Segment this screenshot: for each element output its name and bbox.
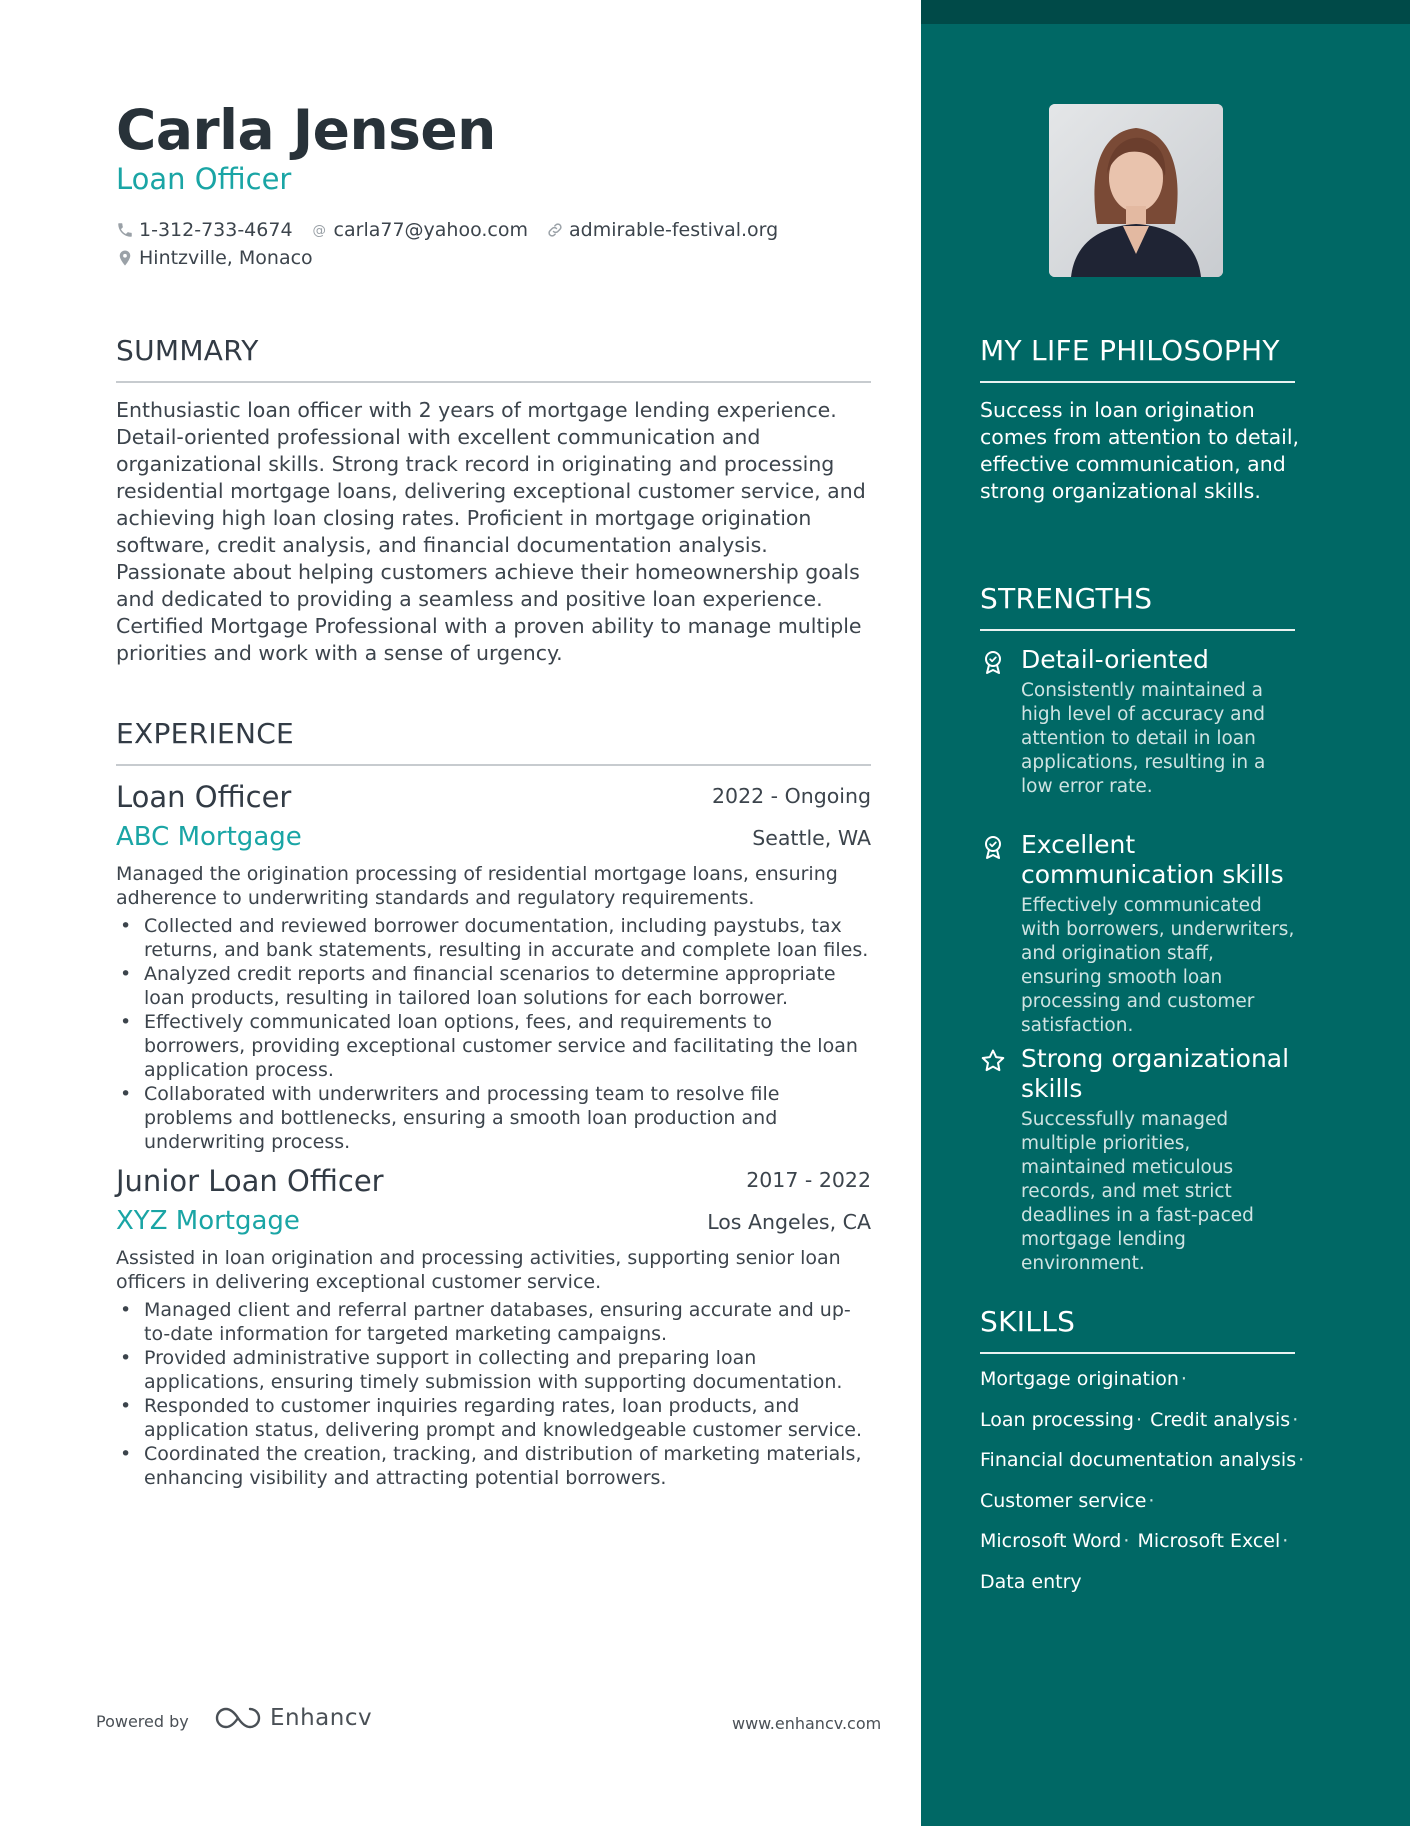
job-bullet: • Collaborated with underwriters and processing team to resolve file problems and bottlenecks, ensuring a smooth loan production and underwriting process. (116, 1082, 871, 1154)
contact-phone[interactable] (116, 219, 293, 241)
experience-entry (116, 780, 871, 1154)
strength-title: Excellent communication skills (1021, 830, 1284, 889)
at-icon (311, 221, 329, 239)
job-bullet: • Coordinated the creation, tracking, and distribution of marketing materials, enhancing visibility and attracting potential borrowers. (116, 1442, 871, 1490)
job-role: Junior Loan Officer (116, 1164, 384, 1198)
strengths-divider (980, 629, 1295, 631)
candidate-name: Carla Jensen (116, 98, 496, 162)
summary-divider (116, 381, 871, 383)
enhancv-logo[interactable] (214, 1704, 372, 1732)
skills-list: Mortgage origination · Loan processing · Credit analysis · Financial documentation analysis · Customer service · Microsoft Word · Microsoft Excel · Data entry (980, 1368, 1305, 1593)
award-icon (980, 834, 1006, 860)
footer-url[interactable]: www.enhancv.com (732, 1714, 882, 1733)
job-company: ABC Mortgage (116, 822, 302, 852)
summary-heading: SUMMARY (116, 334, 259, 367)
job-location: Los Angeles, CA (707, 1210, 871, 1234)
job-bullet: • Responded to customer inquiries regarding rates, loan products, and application status, delivering prompt and knowledgeable customer service. (116, 1394, 871, 1442)
phone-text: 1-312-733-4674 (139, 219, 293, 241)
skills-divider (980, 1352, 1295, 1354)
contact-location (116, 247, 313, 269)
philosophy-heading: MY LIFE PHILOSOPHY (980, 334, 1280, 367)
job-bullet: • Provided administrative support in collecting and preparing loan applications, ensuring timely submission with supporting documentation. (116, 1346, 871, 1394)
skill-item: Loan processing (980, 1408, 1134, 1431)
email-text: carla77@yahoo.com (333, 219, 529, 241)
infinity-logo-icon (214, 1704, 262, 1732)
website-text: admirable-festival.org (569, 219, 779, 241)
job-bullet: • Collected and reviewed borrower documentation, including paystubs, tax returns, and bank statements, resulting in accurate and complete loan files. (116, 914, 871, 962)
strength-item (980, 645, 1300, 799)
profile-photo (1049, 104, 1223, 277)
brand-name: Enhancv (270, 1705, 373, 1731)
job-description: Assisted in loan origination and processing activities, supporting senior loan officers in delivering exceptional customer service. (116, 1247, 841, 1293)
star-icon (980, 1048, 1006, 1074)
strength-item (980, 830, 1300, 1038)
strength-title: Detail-oriented (1021, 645, 1209, 674)
skills-heading: SKILLS (980, 1305, 1076, 1338)
powered-by-label: Powered by (96, 1712, 189, 1731)
job-dates: 2017 - 2022 (746, 1168, 871, 1192)
sidebar-top-band (921, 0, 1410, 24)
job-location: Seattle, WA (752, 826, 871, 850)
sidebar (921, 0, 1410, 1826)
job-role: Loan Officer (116, 780, 292, 814)
job-bullet: • Managed client and referral partner databases, ensuring accurate and up-to-date information for targeted marketing campaigns. (116, 1298, 871, 1346)
svg-text:@: @ (312, 222, 326, 239)
phone-icon (116, 221, 134, 239)
job-bullet: • Analyzed credit reports and financial scenarios to determine appropriate loan products, resulting in tailored loan solutions for each borrower. (116, 962, 871, 1010)
map-pin-icon (116, 249, 134, 267)
contact-website[interactable] (546, 219, 778, 241)
skill-item: Financial documentation analysis (980, 1449, 1297, 1471)
strength-description: Effectively communicated with borrowers, underwriters, and origination staff, ensuring smooth loan processing and customer satisfaction. (1021, 895, 1295, 1036)
link-icon (546, 221, 564, 239)
experience-divider (116, 764, 871, 766)
contact-info (116, 216, 871, 272)
skill-item: Credit analysis (1150, 1408, 1291, 1431)
job-dates: 2022 - Ongoing (712, 784, 871, 808)
summary-text: Enthusiastic loan officer with 2 years of mortgage lending experience. Detail-oriented professional with excellent communication and organizational skills. Strong track record in originating and processing residential mortgage loans, delivering exceptional customer service, and achieving high loan closing rates. Proficient in mortgage origination software, credit analysis, and financial documentation analysis. Passionate about helping customers achieve their homeownership goals and dedicated to providing a seamless and positive loan experience. Certified Mortgage Professional with a proven ability to manage multiple priorities and work with a sense of urgency. (116, 398, 866, 665)
skill-item: Data entry (980, 1570, 1082, 1593)
job-bullets (116, 1298, 871, 1490)
skill-item: Microsoft Word (980, 1530, 1122, 1552)
skill-item: Customer service (980, 1489, 1147, 1512)
job-description: Managed the origination processing of residential mortgage loans, ensuring adherence to underwriting standards and regulatory requirements. (116, 863, 838, 909)
strengths-heading: STRENGTHS (980, 582, 1153, 615)
strength-description: Consistently maintained a high level of accuracy and attention to detail in loan applications, resulting in a low error rate. (1021, 680, 1266, 797)
job-bullets (116, 914, 871, 1154)
candidate-title: Loan Officer (116, 162, 292, 196)
award-icon (980, 649, 1006, 675)
strength-description: Successfully managed multiple priorities, maintained meticulous records, and met strict deadlines in a fast-paced mortgage lending environment. (1021, 1109, 1254, 1274)
strength-item (980, 1044, 1300, 1276)
skill-item: Mortgage origination (980, 1368, 1179, 1390)
job-company: XYZ Mortgage (116, 1206, 300, 1236)
job-bullet: • Effectively communicated loan options, fees, and requirements to borrowers, providing exceptional customer service and facilitating the loan application process. (116, 1010, 871, 1082)
experience-entry (116, 1164, 871, 1490)
philosophy-text: Success in loan origination comes from attention to detail, effective communication, and strong organizational skills. (980, 398, 1300, 503)
skill-item: Microsoft Excel (1137, 1530, 1281, 1552)
experience-heading: EXPERIENCE (116, 717, 295, 750)
strength-title: Strong organizational skills (1021, 1044, 1290, 1103)
philosophy-divider (980, 381, 1295, 383)
contact-email[interactable] (311, 219, 528, 241)
location-text: Hintzville, Monaco (139, 247, 313, 269)
